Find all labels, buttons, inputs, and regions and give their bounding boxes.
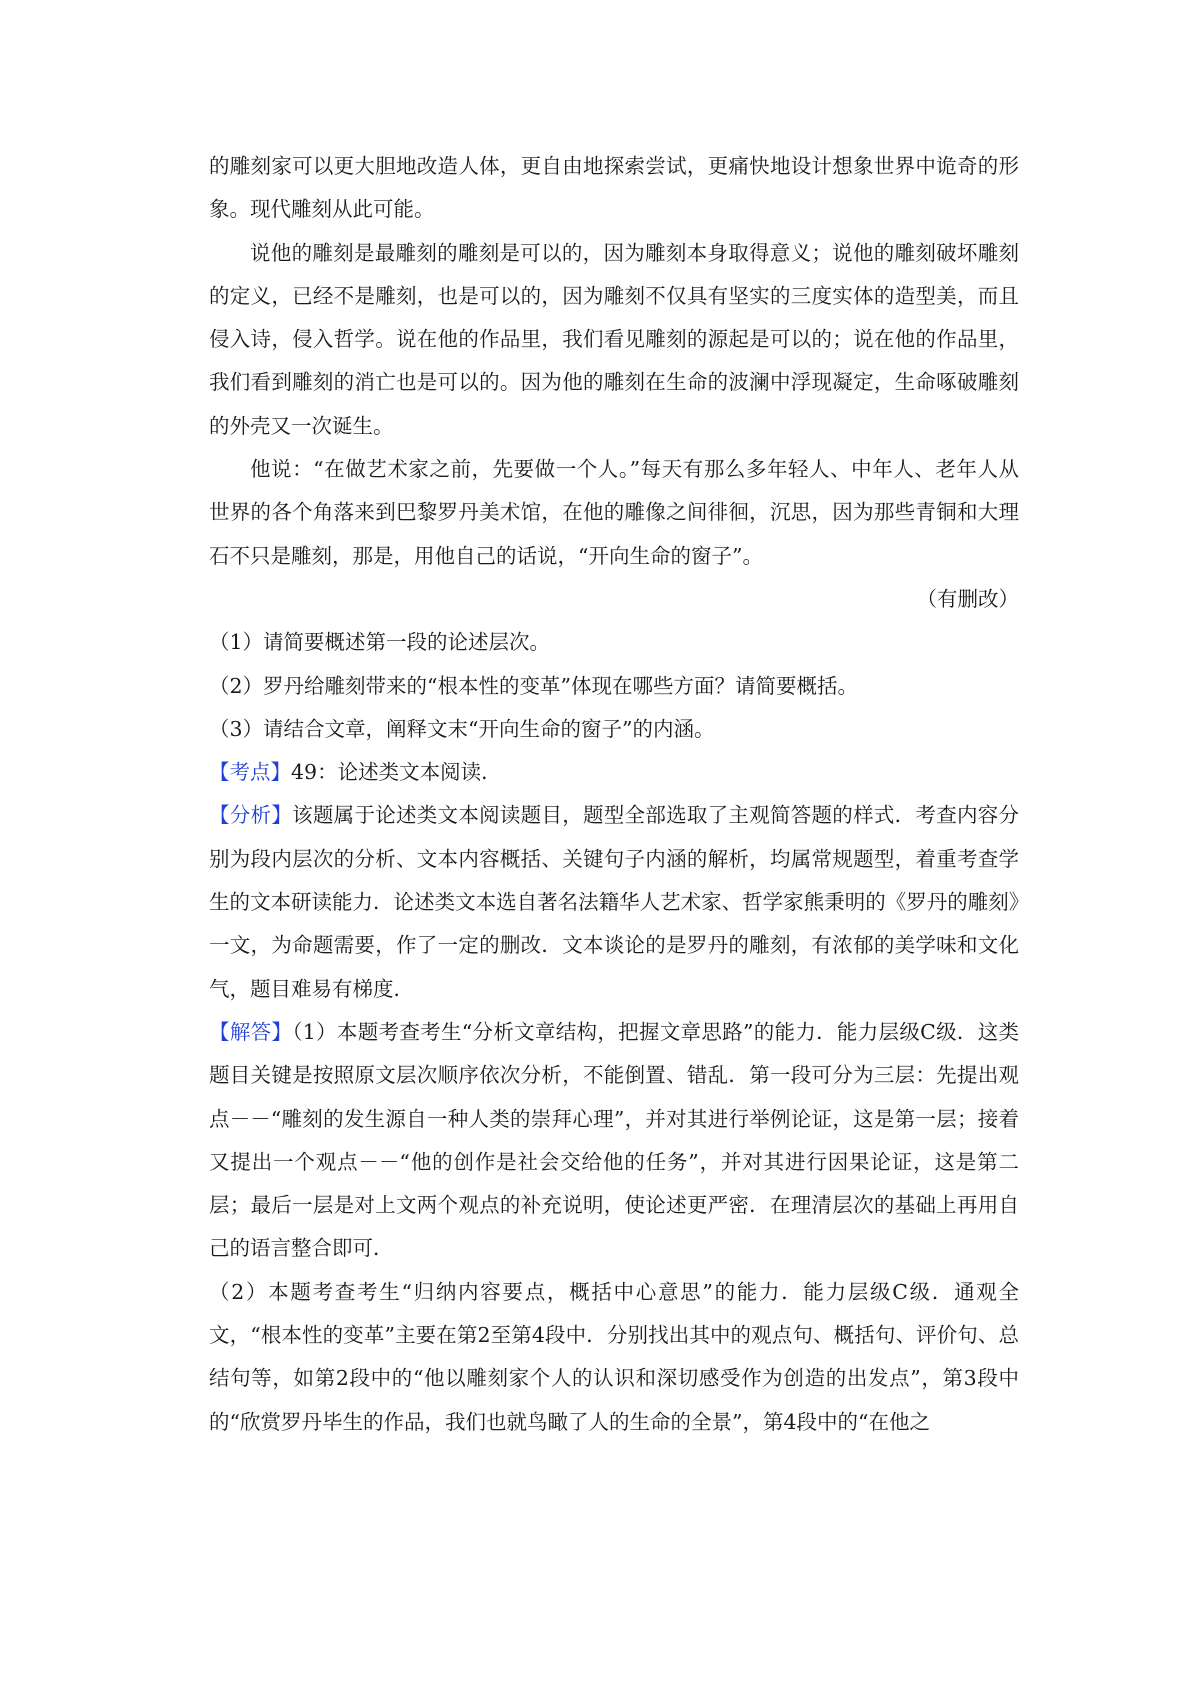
document-body [209,145,1019,1444]
passage-paragraph-1-continued: 的雕刻家可以更大胆地改造人体，更自由地探索尝试，更痛快地设计想象世界中诡奇的形象。现代雕刻从此可能。 [209,154,1019,222]
fenxi-tag: 【分析】 [209,803,293,828]
jieda-section [209,1011,1019,1271]
question-3: （3）请结合文章，阐释文末“开向生命的窗子”的内涵。 [209,716,715,741]
passage-paragraph-2: 说他的雕刻是最雕刻的雕刻是可以的，因为雕刻本身取得意义；说他的雕刻破坏雕刻的定义，已经不是雕刻，也是可以的，因为雕刻不仅具有坚实的三度实体的造型美，而且侵入诗，侵入哲学。说在他的作品里，我们看见雕刻的源起是可以的；说在他的作品里，我们看到雕刻的消亡也是可以的。因为他的雕刻在生命的波澜中浮现凝定，生命啄破雕刻的外壳又一次诞生。 [209,240,1019,438]
fenxi-section [209,794,1019,1010]
jieda-tag: 【解答】 [209,1019,293,1044]
jieda-label: 解答 [229,1019,272,1044]
question-1: （1）请简要概述第一段的论述层次。 [209,630,551,655]
fenxi-text: 该题属于论述类文本阅读题目，题型全部选取了主观简答题的样式．考查内容分别为段内层次的分析、文本内容概括、关键句子内涵的解析，均属常规题型，着重考查学生的文本研读能力．论述类文本选自著名法籍华人艺术家、哲学家熊秉明的《罗丹的雕刻》一文，为命题需要，作了一定的删改．文本谈论的是罗丹的雕刻，有浓郁的美学味和文化气，题目难易有梯度． [209,803,1020,1001]
jieda-part-1: （1）本题考查考生“分析文章结构，把握文章思路”的能力．能力层级C级．这类题目关键是按照原文层次顺序依次分析，不能倒置、错乱．第一段可分为三层：先提出观点－－“雕刻的发生源自一种人类的崇拜心理”，并对其进行举例论证，这是第一层；接着又提出一个观点－－“他的创作是社会交给他的任务”，并对其进行因果论证，这是第二层；最后一层是对上文两个观点的补充说明，使论述更严密．在理清层次的基础上再用自己的语言整合即可． [209,1019,1020,1261]
fenxi-label: 分析 [229,803,272,828]
jieda-part-2: （2）本题考查考生“归纳内容要点，概括中心意思”的能力．能力层级C级．通观全文，“根本性的变革”主要在第2至第4段中．分别找出其中的观点句、概括句、评价句、总结句等，如第2段中的“他以雕刻家个人的认识和深切感受作为创造的出发点”，第3段中的“欣赏罗丹毕生的作品，我们也就鸟瞰了人的生命的全景”，第4段中的“在他之 [209,1279,1019,1434]
kaodian-tag: 【考点】 [209,760,291,785]
kaodian-section [209,751,1019,794]
question-2: （2）罗丹给雕刻带来的“根本性的变革”体现在哪些方面？请简要概括。 [209,673,859,698]
abridged-note: （有删改） [916,586,1019,611]
kaodian-text: 49：论述类文本阅读． [291,760,502,785]
passage-paragraph-3: 他说：“在做艺术家之前，先要做一个人。”每天有那么多年轻人、中年人、老年人从世界的各个角落来到巴黎罗丹美术馆，在他的雕像之间徘徊，沉思，因为那些青铜和大理石不只是雕刻，那是，用他自己的话说，“开向生命的窗子”。 [209,457,1019,568]
kaodian-label: 考点 [229,760,271,785]
